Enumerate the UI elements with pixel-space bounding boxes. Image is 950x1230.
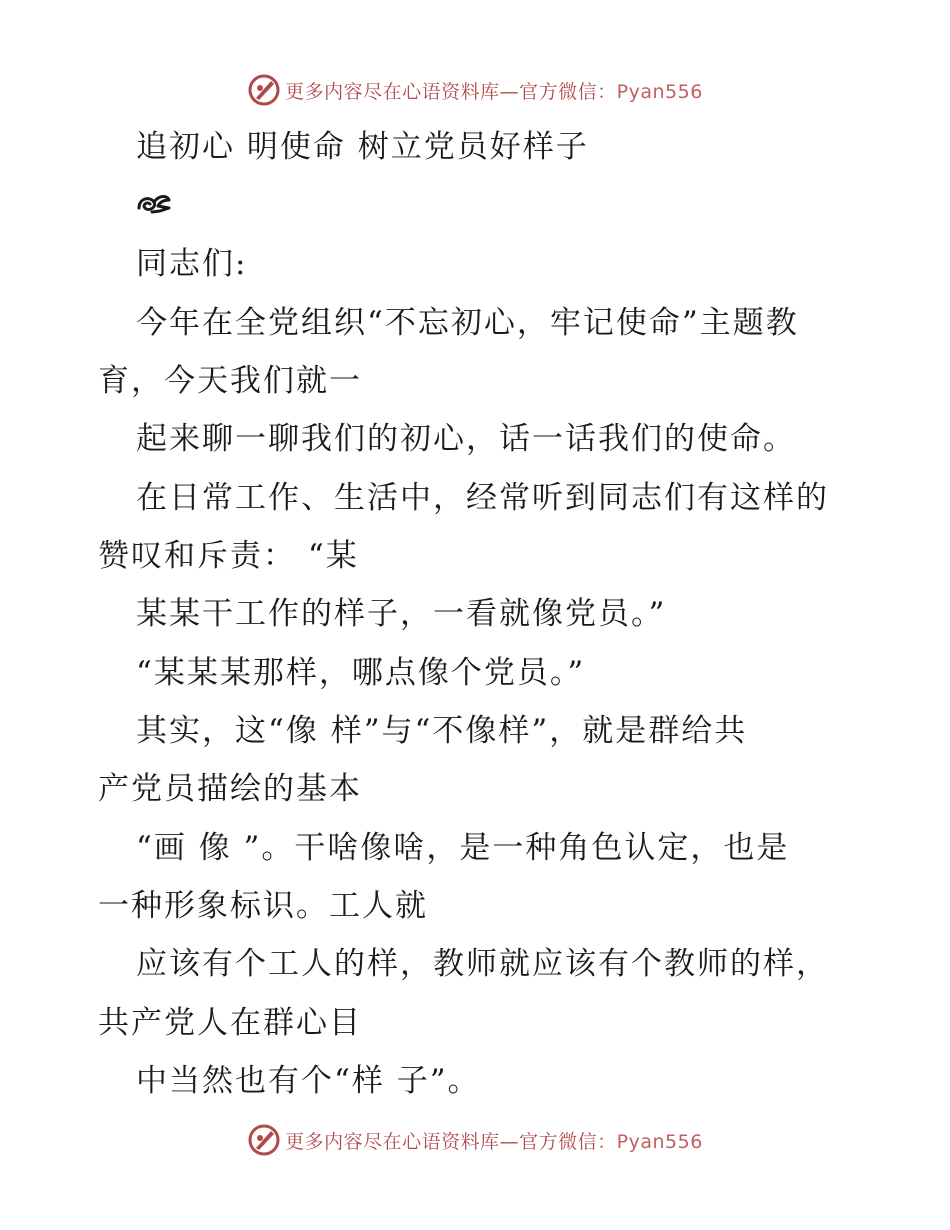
body-line: 某某干工作的样子，一看就像党员。”	[136, 596, 667, 632]
body-line: 中当然也有个“样 子”。	[136, 1063, 481, 1099]
footer-watermark	[0, 1120, 950, 1160]
watermark-text: 更多内容尽在心语资料库—官方微信：Pyan556	[285, 80, 703, 103]
body-line: 同志们:	[136, 246, 248, 282]
watermark-wechat-id: Pyan556	[616, 1130, 703, 1153]
body-line: 赞叹和斥责： “某	[98, 538, 359, 574]
body-line: 应该有个工人的样，教师就应该有个教师的样，	[136, 946, 829, 982]
body-line: 产党员描绘的基本	[98, 771, 362, 807]
body-line: 一种形象标识。工人就	[98, 888, 428, 924]
body-line: 其实，这“像 样”与“不像样”，就是群给共	[136, 713, 748, 749]
body-line: 在日常工作、生活中，经常听到同志们有这样的	[136, 480, 829, 516]
watermark-wechat-id: Pyan556	[616, 80, 703, 103]
header-watermark	[0, 70, 950, 110]
body-line: “某某某那样，哪点像个党员。”	[136, 655, 586, 691]
body-line: 共产党人在群心目	[98, 1005, 362, 1041]
body-line: 起来聊一聊我们的初心，话一话我们的使命。	[136, 421, 796, 457]
body-line: 今年在全党组织“不忘初心，牢记使命”主题教	[136, 305, 799, 341]
body-line: “画 像 ”。干啥像啥，是一种角色认定，也是	[136, 830, 790, 866]
body-line: 育，今天我们就一	[98, 363, 362, 399]
ornament-icon	[136, 190, 172, 216]
logo-icon	[247, 1123, 281, 1157]
logo-icon	[247, 73, 281, 107]
watermark-text: 更多内容尽在心语资料库—官方微信：Pyan556	[285, 1130, 703, 1153]
document-title: 追初心 明使命 树立党员好样子	[136, 129, 589, 165]
